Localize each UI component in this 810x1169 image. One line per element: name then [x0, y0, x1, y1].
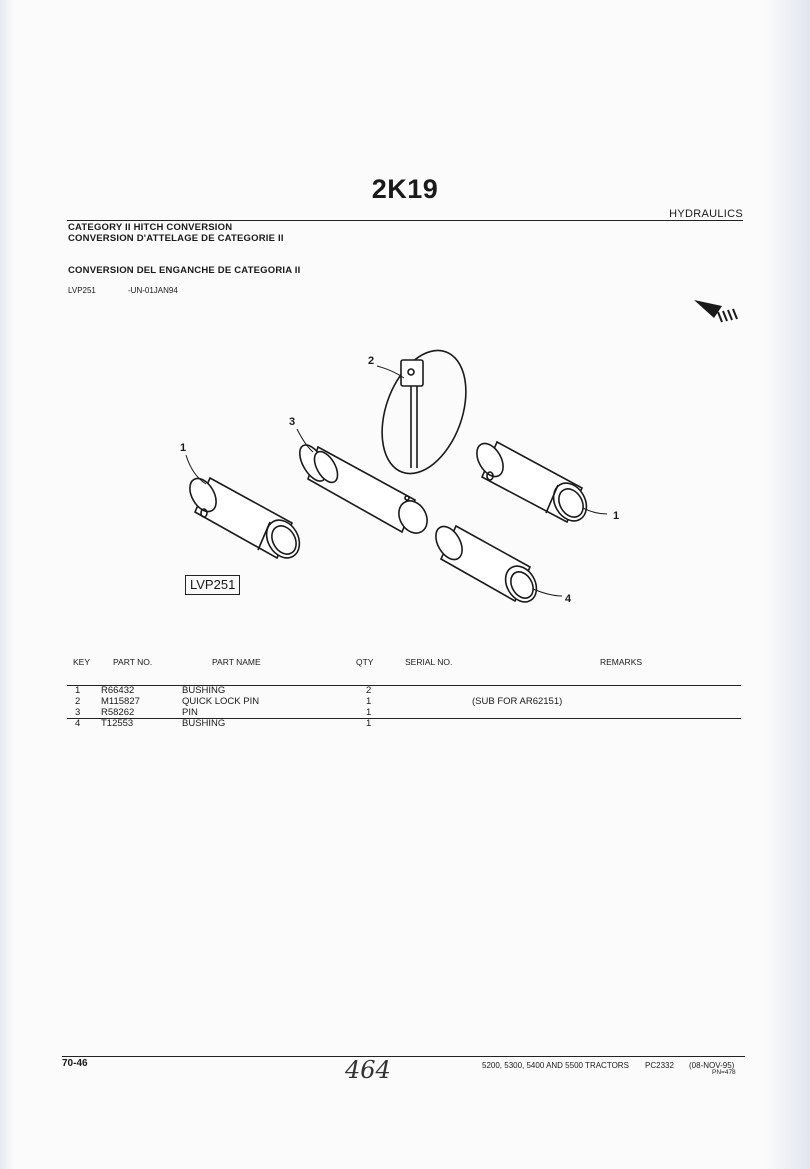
- footer-catalog: PC2332: [645, 1061, 674, 1070]
- row-part-no: M115827: [101, 696, 140, 707]
- callout-2: 2: [368, 355, 375, 367]
- row-part-name: PIN: [182, 707, 198, 718]
- callout-1-right: 1: [613, 510, 620, 522]
- reference-code: LVP251: [68, 286, 96, 295]
- row-part-name: QUICK LOCK PIN: [182, 696, 260, 707]
- header-rule: [67, 220, 743, 221]
- footer-date: (08-NOV-95): [689, 1061, 735, 1070]
- parts-illustration: [0, 340, 810, 630]
- row-qty: 1: [366, 696, 372, 707]
- callout-4: 4: [565, 593, 572, 605]
- row-qty: 2: [366, 685, 372, 696]
- row-part-name: BUSHING: [182, 718, 226, 729]
- table-row: [0, 718, 810, 729]
- handwritten-number: 464: [345, 1056, 391, 1084]
- caption-french: CONVERSION D'ATTELAGE DE CATEGORIE II: [68, 233, 284, 244]
- header-key: KEY: [73, 657, 91, 667]
- row-remarks: (SUB FOR AR62151): [472, 696, 563, 707]
- row-part-no: R66432: [101, 685, 135, 696]
- bushing-right-drawing: [471, 439, 593, 527]
- header-qty: QTY: [356, 657, 374, 667]
- row-part-name: BUSHING: [182, 685, 226, 696]
- header-part-no: PART NO.: [113, 657, 153, 667]
- footer-rule: [62, 1056, 745, 1057]
- caption-english: CATEGORY II HITCH CONVERSION: [68, 222, 233, 233]
- direction-arrow-icon: [692, 296, 744, 324]
- row-part-no: T12553: [101, 718, 134, 729]
- header-serial-no: SERIAL NO.: [405, 657, 453, 667]
- header-remarks: REMARKS: [600, 657, 643, 667]
- row-key: 3: [75, 707, 81, 718]
- table-row: [0, 696, 810, 707]
- illustration-label: LVP251: [185, 575, 240, 595]
- footer-models: 5200, 5300, 5400 AND 5500 TRACTORS: [482, 1061, 629, 1070]
- table-row: [0, 685, 810, 696]
- footer-pn: PN=478: [712, 1069, 736, 1076]
- table-row: [0, 707, 810, 718]
- bushing-short-drawing: [430, 522, 542, 608]
- section-label: HYDRAULICS: [669, 208, 743, 220]
- row-qty: 1: [366, 718, 372, 729]
- page-title: 2K19: [371, 174, 439, 204]
- page-number: 70-46: [62, 1058, 88, 1069]
- row-qty: 1: [366, 707, 372, 718]
- row-part-no: R58262: [101, 707, 135, 718]
- row-key: 1: [75, 685, 81, 696]
- pin-drawing: [294, 441, 432, 539]
- quick-lock-pin-drawing: [366, 340, 481, 485]
- callout-1-left: 1: [180, 442, 187, 454]
- reference-date: -UN-01JAN94: [128, 286, 178, 295]
- row-key: 4: [75, 718, 81, 729]
- row-key: 2: [75, 696, 81, 707]
- header-part-name: PART NAME: [212, 657, 261, 667]
- callout-3: 3: [289, 416, 296, 428]
- caption-spanish: CONVERSION DEL ENGANCHE DE CATEGORIA II: [68, 265, 301, 276]
- bushing-left-drawing: [184, 474, 306, 564]
